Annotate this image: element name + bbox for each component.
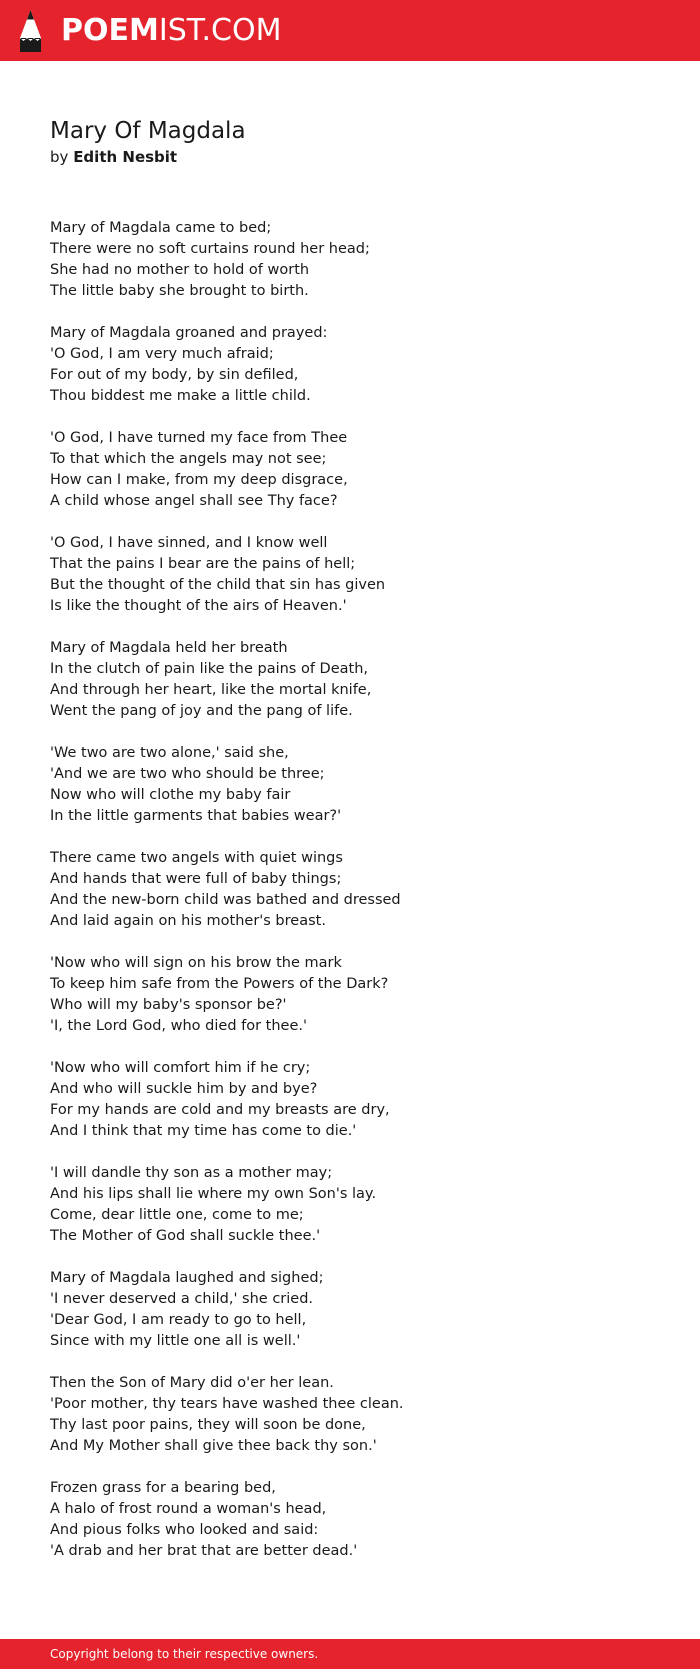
poem-line: How can I make, from my deep disgrace, xyxy=(50,472,348,488)
poem-line: And My Mother shall give thee back thy son.' xyxy=(50,1438,377,1454)
poem-stanza xyxy=(50,218,650,302)
poem-line: 'Now who will sign on his brow the mark xyxy=(50,955,342,971)
poem-line: And his lips shall lie where my own Son's lay. xyxy=(50,1186,377,1202)
poem-line: Thy last poor pains, they will soon be done, xyxy=(50,1417,366,1433)
site-header xyxy=(0,0,700,61)
poem-line: 'We two are two alone,' said she, xyxy=(50,745,289,761)
poem-line: And laid again on his mother's breast. xyxy=(50,913,326,929)
poem-stanza xyxy=(50,1058,650,1142)
poem-line: 'A drab and her brat that are better dead.' xyxy=(50,1543,358,1559)
poem-stanza xyxy=(50,1478,650,1562)
poem-line: 'O God, I have turned my face from Thee xyxy=(50,430,348,446)
poem-stanza xyxy=(50,848,650,932)
poem-line: In the little garments that babies wear?' xyxy=(50,808,342,824)
poem-line: 'Dear God, I am ready to go to hell, xyxy=(50,1312,307,1328)
poem-line: Went the pang of joy and the pang of life. xyxy=(50,703,353,719)
poem-line: And who will suckle him by and bye? xyxy=(50,1081,318,1097)
poem-line: The little baby she brought to birth. xyxy=(50,283,309,299)
poem-stanza xyxy=(50,1373,650,1457)
poem-stanza xyxy=(50,743,650,827)
poem-line: 'Poor mother, thy tears have washed thee clean. xyxy=(50,1396,404,1412)
poem-line: Is like the thought of the airs of Heaven.' xyxy=(50,598,347,614)
poem-line: And hands that were full of baby things; xyxy=(50,871,342,887)
poem-line: For out of my body, by sin defiled, xyxy=(50,367,299,383)
poem-line: Then the Son of Mary did o'er her lean. xyxy=(50,1375,334,1391)
poem-line: And pious folks who looked and said: xyxy=(50,1522,319,1538)
poem-line: She had no mother to hold of worth xyxy=(50,262,310,278)
poem-stanza xyxy=(50,953,650,1037)
pencil-tip-icon xyxy=(18,10,43,52)
poem-line: A child whose angel shall see Thy face? xyxy=(50,493,338,509)
poem-stanza xyxy=(50,638,650,722)
logo-wordmark-bold: POEM xyxy=(61,13,159,48)
poem-heading xyxy=(50,116,650,168)
poem-line: 'I never deserved a child,' she cried. xyxy=(50,1291,314,1307)
poem-line: But the thought of the child that sin has given xyxy=(50,577,386,593)
poem-body xyxy=(50,218,650,1583)
poem-line: The Mother of God shall suckle thee.' xyxy=(50,1228,321,1244)
poem-line: Now who will clothe my baby fair xyxy=(50,787,291,803)
poem-line: 'O God, I am very much afraid; xyxy=(50,346,274,362)
poem-line: Mary of Magdala came to bed; xyxy=(50,220,272,236)
poem-line: 'Now who will comfort him if he cry; xyxy=(50,1060,311,1076)
poem-line: Since with my little one all is well.' xyxy=(50,1333,301,1349)
poem-stanza xyxy=(50,533,650,617)
poem-line: There came two angels with quiet wings xyxy=(50,850,343,866)
poem-line: 'I will dandle thy son as a mother may; xyxy=(50,1165,333,1181)
poem-stanza xyxy=(50,1163,650,1247)
poem-line: Thou biddest me make a little child. xyxy=(50,388,311,404)
poem-line: That the pains I bear are the pains of hell; xyxy=(50,556,356,572)
poem-stanza xyxy=(50,1268,650,1352)
copyright-notice: Copyright belong to their respective owners. xyxy=(50,1647,319,1661)
site-logo[interactable] xyxy=(18,10,281,52)
poem-line: A halo of frost round a woman's head, xyxy=(50,1501,327,1517)
poem-line: In the clutch of pain like the pains of Death, xyxy=(50,661,369,677)
poem-line: Come, dear little one, come to me; xyxy=(50,1207,304,1223)
poem-line: And the new-born child was bathed and dressed xyxy=(50,892,401,908)
poem-author: Edith Nesbit xyxy=(73,148,178,166)
poem-line: Who will my baby's sponsor be?' xyxy=(50,997,287,1013)
poem-line: 'I, the Lord God, who died for thee.' xyxy=(50,1018,307,1034)
poem-line: Mary of Magdala groaned and prayed: xyxy=(50,325,328,341)
poem-line: For my hands are cold and my breasts are dry, xyxy=(50,1102,390,1118)
poem-line: Mary of Magdala laughed and sighed; xyxy=(50,1270,324,1286)
poem-line: Mary of Magdala held her breath xyxy=(50,640,288,656)
poem-stanza xyxy=(50,323,650,407)
poem-title: Mary Of Magdala xyxy=(50,118,246,144)
poem-byline xyxy=(50,146,650,168)
poem-line: There were no soft curtains round her head; xyxy=(50,241,370,257)
logo-wordmark xyxy=(61,10,281,52)
site-footer xyxy=(0,1639,700,1669)
by-label: by xyxy=(50,148,69,166)
poem-line: And through her heart, like the mortal knife, xyxy=(50,682,372,698)
poem-line: Frozen grass for a bearing bed, xyxy=(50,1480,276,1496)
poem-stanza xyxy=(50,428,650,512)
poem-line: And I think that my time has come to die.' xyxy=(50,1123,357,1139)
poem-line: To keep him safe from the Powers of the Dark? xyxy=(50,976,389,992)
poem-line: 'And we are two who should be three; xyxy=(50,766,325,782)
logo-wordmark-light: IST.COM xyxy=(158,13,282,48)
poem-line: 'O God, I have sinned, and I know well xyxy=(50,535,328,551)
poem-line: To that which the angels may not see; xyxy=(50,451,327,467)
